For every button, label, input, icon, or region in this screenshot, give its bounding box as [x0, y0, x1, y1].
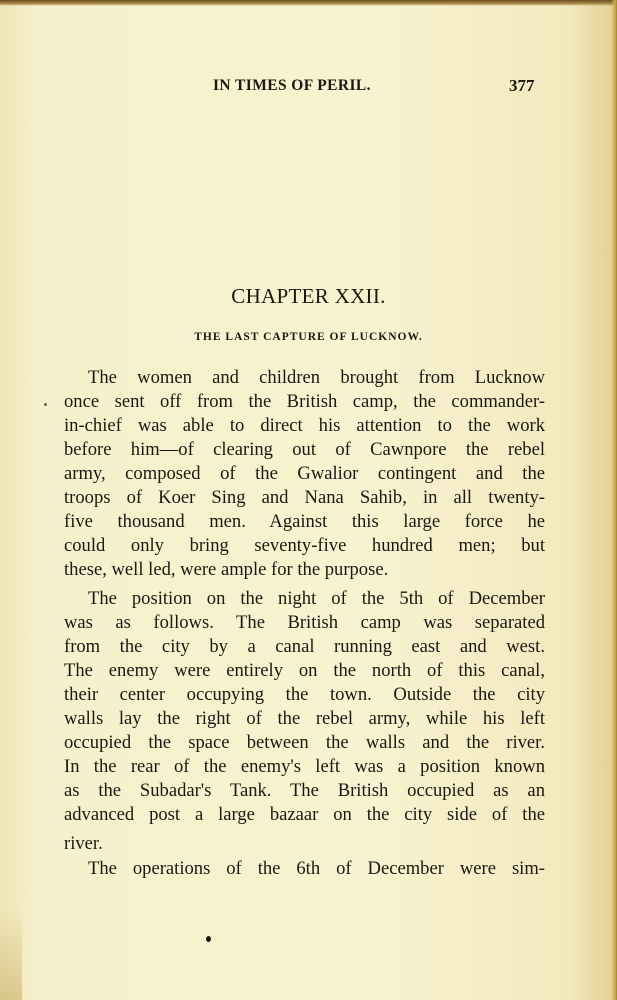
page-top-edge	[0, 0, 617, 6]
body-line: in-chief was able to direct his attention to the work	[64, 415, 545, 436]
body-line: as the Subadar's Tank. The British occupied as an	[64, 780, 545, 801]
body-line: In the rear of the enemy's left was a position known	[64, 756, 545, 777]
page-right-edge	[611, 0, 617, 1000]
body-line: walls lay the right of the rebel army, while his left	[64, 708, 545, 729]
body-line: The position on the night of the 5th of December	[88, 588, 545, 609]
body-line: was as follows. The British camp was separated	[64, 612, 545, 633]
body-line: five thousand men. Against this large force he	[64, 511, 545, 532]
body-line: from the city by a canal running east and west.	[64, 636, 545, 657]
page-number: 377	[509, 76, 535, 95]
body-line: their center occupying the town. Outside the city	[64, 684, 545, 705]
body-line: The operations of the 6th of December were sim-	[88, 858, 545, 879]
running-head: IN TIMES OF PERIL.	[213, 77, 371, 94]
body-line: these, well led, were ample for the purpose.	[64, 559, 389, 580]
body-line: The enemy were entirely on the north of this canal,	[64, 660, 545, 681]
body-line: troops of Koer Sing and Nana Sahib, in all twenty-	[64, 487, 545, 508]
body-line: once sent off from the British camp, the commander-	[64, 391, 545, 412]
body-line: river.	[64, 833, 103, 854]
body-line: occupied the space between the walls and the river.	[64, 732, 545, 753]
margin-mark	[44, 403, 47, 406]
body-line: army, composed of the Gwalior contingent and the	[64, 463, 545, 484]
page-shadow	[0, 910, 22, 1000]
ink-dot	[206, 936, 211, 942]
body-line: could only bring seventy-five hundred men; but	[64, 535, 545, 556]
body-line: advanced post a large bazaar on the city side of the	[64, 804, 545, 825]
chapter-subtitle: THE LAST CAPTURE OF LUCKNOW.	[194, 331, 423, 343]
body-line: The women and children brought from Lucknow	[88, 367, 545, 388]
body-line: before him—of clearing out of Cawnpore the rebel	[64, 439, 545, 460]
chapter-title: CHAPTER XXII.	[231, 284, 386, 308]
